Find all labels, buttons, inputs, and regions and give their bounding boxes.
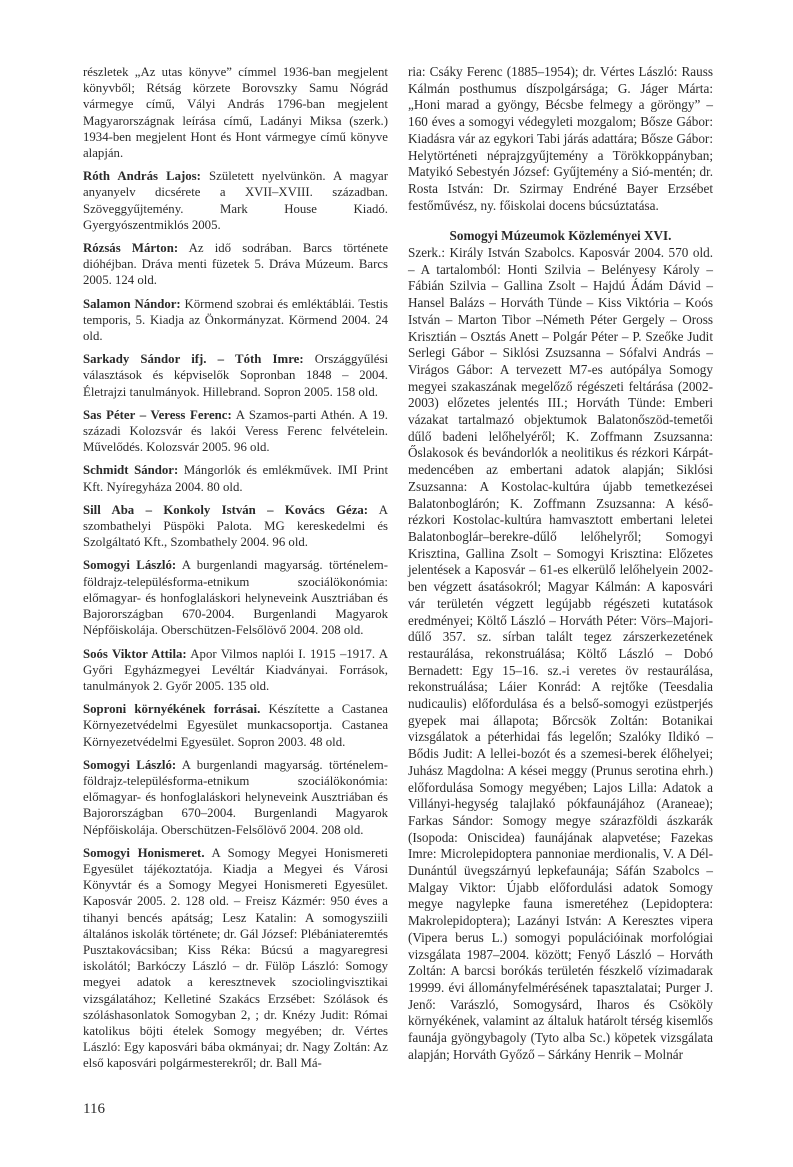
bibliography-entry (83, 240, 388, 289)
entry-text: Készítette a Castanea Környezetvédelmi Egyesület munkacsoportja. Castanea Környezetvédelmi Egyesület. Sopron 2003. 48 old. (83, 702, 388, 749)
entry-author: Soós Viktor Attila: (83, 646, 187, 661)
bibliography-entry-continuation (408, 64, 713, 214)
bibliography-entry (83, 502, 388, 551)
entry-text: Körmend szobrai és emléktáblái. Testis temporis, 5. Kiadja az Önkormányzat. Körmend 2004. 24 old. (83, 296, 388, 344)
bibliography-entry (83, 351, 388, 400)
entry-author: Salamon Nándor: (83, 296, 181, 311)
entry-text: Az idő sodrában. Barcs története dióhéjban. Dráva menti füzetek 5. Dráva Múzeum. Barcs 2005. 124 old. (83, 241, 389, 288)
right-column (408, 64, 713, 1070)
entry-author: Somogyi László: (83, 558, 177, 573)
entry-author: Somogyi László: (83, 757, 177, 772)
bibliography-entry-continued (83, 64, 388, 161)
entry-text: Apor Vilmos naplói I. 1915 –1917. A Győri Egyházmegyei Levéltár Kiadványai. Források, tanulmányok 2. Győr 2005. 135 old. (83, 646, 388, 693)
bibliography-entry (83, 462, 388, 494)
entry-title: Soproni környékének forrásai. (83, 702, 261, 717)
bibliography-entry (83, 757, 388, 838)
bibliography-entry (83, 557, 388, 638)
entry-text: A szombathelyi Püspöki Palota. MG kereskedelmi és Szolgáltató Kft., Szombathely 2004. 96 old. (83, 502, 388, 550)
entry-author: Sill Aba – Konkoly István – Kovács Géza: (83, 502, 369, 517)
journal-contents: Szerk.: Király István Szabolcs. Kaposvár 2004. 570 old. – A tartalomból: Honti Szilvia – Belényesy Károly – Fábián Szilvia – Gallina Zsolt – Hajdú Ádám Dávid –Hansel Balázs – Horváth Tünde – Kiss Viktória – Koós István – Marton Tibor –Németh Péter Gergely – Oross Krisztián – Osztás Anett – Polgár Péter – P. Szeőke Judit Serlegi Gábor – Siklósi Zsuzsanna – Sófalvi András – Virágos Gábor: A tervezett M7-es autópálya Somogy megyei szakaszának megelőző régészeti feltárása (2002-2003) előzetes jelentés III.; Horváth Tünde: Emberi vázakat tartalmazó objektumok Balatonőszöd-temetői dűlő badeni lelőhelyéről; K. Zoffmann Zsuzsanna: Őslakosok és bevándorlók a neolitikus és rézkori Kárpát-medencében az embertani adatok alapján; Siklósi Zsuzsanna: A Kostolac-kultúra újabb temetkezései Balatonboglárón; K. Zoffmann Zsuzsanna: A késő-rézkori Kostolac-kultúra hamvasztott embertani leletei Balatonboglár–berekre-dűlő lelőhelyről; Somogyi Krisztina, Gallina Zsolt – Somogyi Krisztina: Előzetes jelentések a Kaposvár – 61-es elkerülő lelőhelyein 2002-ben végzett ásatásokról; Magyar Kálmán: A kaposvári vár területén végzett legújabb régészeti kutatások eredményei; Költő László – Horváth Péter: Vörs–Majori-dűlő 357. sz. sírban talált tegez zárszerkezetének restaurálása, rekonstruálása; Költő László – Dobó Bernadett: Egy 15–16. sz.-i veretes öv restaurálása, rekonstruálása; Láier Konrád: A rejtőke (Teesdalia nudicaulis) előfordulása és a belső-somogyi ezüstperjés gyepek mai állapota; Bőrcsök Zoltán: Botanikai vizsgálatok a péterhidai fás legelőn; Szalóky Ildikó – Bődis Judit: A lellei-bozót és a szemesi-berek élőhelyei; Juhász Magdolna: A kései meggy (Prunus serotina ehrh.) előfordulása Somogy megyében; Lajos Lilla: Adatok a Villányi-hegység talajlakó pókfaunájához (Araneae); Farkas Sándor: Somogy megye szárazföldi ászkarák (Isopoda: Oniscidea) faunájának alapvetése; Fazekas Imre: Microlepidoptera pannoniae merdionalis, V. A Dél-Dunántúl üvegszárnyú lepkefaunája; Sáfán Szabolcs – Malgay Viktor: Újabb előfordulási adatok Somogy megye nagylepke fauna ismeretéhez (Lepidoptera: Makrolepidoptera); Lazányi István: A Keresztes vipera (Vipera berus L.) somogyi populációinak morfológiai vizsgálata 1987–2004. között; Fenyő László – Horváth Zoltán: A barcsi borókás területén fészkelő vízimadarak 19999. évi állományfelmérésének tapasztalatai; Purger J. Jenő: Varászló, Somogysárd, Iharos és Csököly környékének, valamint az általuk határolt térség kisemlős faunája gyöngybagoly (Tyto alba Sc.) köpetek vizsgálata alapján; Horváth Győző – Sárkány Henrik – Molnár (408, 245, 713, 1062)
entry-title: Somogyi Honismeret. (83, 845, 205, 860)
entry-author: Róth András Lajos: (83, 169, 201, 184)
entry-text: Országgyűlési választások és képviselők Sopronban 1848 – 2004. Életrajzi tanulmányok. Hillebrand. Sopron 2005. 158 old. (83, 352, 388, 399)
entry-text: A burgenlandi magyarság. történelem-földrajz-településforma-etnikum szociálökonómia: előmagyar- és honfoglaláskori helyneveink Ausztriában és Bajorországban 670-2004. Burgenlandi Magyarok Népfőiskolája. Oberschützen-Felsőlövő 2004. 208 old. (83, 558, 388, 638)
entry-text: Született nyelvünkön. A magyar anyanyelv dicsérete a XVII–XVIII. században. Szöveggyűjtemény. Mark House Kiadó. Gyergyószentmiklós 2005. (83, 169, 388, 232)
entry-author: Rózsás Márton: (83, 241, 179, 256)
entry-author: Sarkady Sándor ifj. – Tóth Imre: (83, 352, 304, 367)
bibliography-entry (83, 701, 388, 750)
entry-text: ria: Csáky Ferenc (1885–1954); dr. Vértes László: Rauss Kálmán posthumus díszpolgársága; G. Jáger Márta: „Honi marad a gyöngy, Bécsbe felmegy a göröngy” – 160 éves a somogyi védegyleti mozgalom; Bősze Gábor: Kiadásra vár az egykori Tabi járás adattára; Bősze Gábor: Helytörténeti néprajzgyűjtemény a Törökkoppányban; Matyikó Sebestyén József: Gyűjtemény a Sió-mentén; dr. Rosta István: Dr. Szirmay Endréné Bayer Erzsébet festőművész, ny. főiskolai docens búcsúztatása. (408, 64, 713, 213)
bibliography-entry (83, 407, 388, 456)
entry-text: részletek „Az utas könyve” címmel 1936-ban megjelent könyvből; Rétság körzete Borovszky Samu Nógrád vármegye című, Vályi András 1796-ban megjelent Magyarországnak leírása című, Ladányi Miksa (szerk.) 1934-ben megjelent Hont és Hont vármegye című könyve alapján. (83, 65, 388, 161)
entry-text: A Somogy Megyei Honismereti Egyesület tájékoztatója. Kiadja a Megyei és Városi Könyvtár és a Somogy Megyei Honismereti Egyesület. Kaposvár 2005. 2. 128 old. – Freisz Kázmér: 950 éves a tihanyi bencés apátság; Lesz Katalin: A somogysziili általános iskolák története; dr. Gál József: Plébániateremtés Pusztakovácsiban; Kiss Réka: Búcsú a magyaregresi iskolától; Barkóczy László – dr. Fülöp László: Somogy megyei adatok a keresztnevek szociolingvisztikai vizsgálatához; Kelletiné Szakács Erzsébet: Szólások és szóláshasonlatok Somogyban 2, ; dr. Knézy Judit: Római katolikus böjti ételek Somogy megyében; dr. Vértes László: Egy kaposvári bába okmányai; dr. Nagy Zoltán: Az első kaposvári polgármesterekről; dr. Ball Má- (83, 845, 389, 1071)
bibliography-entry (83, 646, 388, 695)
entry-author: Sas Péter – Veress Ferenc: (83, 407, 232, 422)
entry-text: Mángorlók és emlékművek. IMI Print Kft. Nyíregyháza 2004. 80 old. (83, 463, 389, 494)
journal-title: Somogyi Múzeumok Közleményei XVI. (449, 228, 672, 244)
entry-author: Schmidt Sándor: (83, 463, 179, 478)
page-number: 116 (83, 1101, 105, 1117)
entry-text: A burgenlandi magyarság. történelem-földrajz-településforma-etnikum szociálökonómia: előmagyar- és honfoglaláskori helyneveink Ausztriában és Bajorországban 670–2004. Burgenlandi Magyarok Népfőiskolája. Oberschützen-Felsőlövő 2004. 208 old. (83, 757, 388, 837)
bibliography-entry (83, 296, 388, 345)
entry-text: A Szamos-parti Athén. A 19. századi Kolozsvár és lakói Veress Ferenc felvételein. Művelődés. Kolozsvár 2005. 96 old. (83, 407, 388, 455)
bibliography-entry (83, 845, 388, 1072)
bibliography-entry-journal (408, 228, 713, 1063)
bibliography-entry (83, 168, 388, 233)
left-column (83, 64, 388, 1079)
